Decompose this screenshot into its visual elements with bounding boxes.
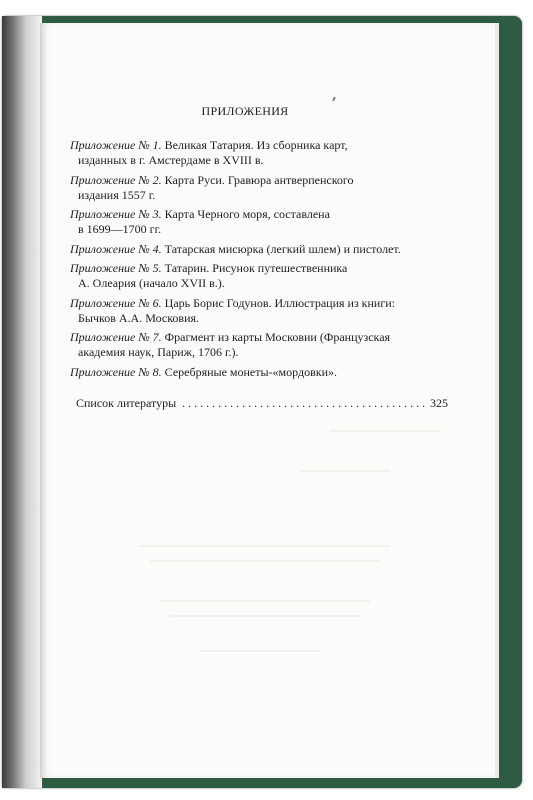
appendix-text: Великая Татария. Из сборника карт, — [164, 138, 348, 152]
appendix-text: Бычков А.А. Московия. — [78, 310, 200, 325]
scan-margin — [0, 0, 533, 16]
appendix-label: Приложение № 1. — [70, 138, 162, 152]
appendix-text: в 1699—1700 гг. — [78, 222, 162, 236]
appendix-text: Татарская мисюрка (легкий шлем) и пистолет. — [164, 241, 401, 256]
appendix-label: Приложение № 4. — [70, 241, 162, 256]
page-edge — [495, 23, 499, 778]
appendix-label: Приложение № 7. — [70, 330, 162, 344]
toc-entry-literature — [76, 396, 448, 411]
appendix-text: Царь Борис Годунов. Иллюстрация из книги: — [164, 295, 396, 310]
show-through — [160, 600, 370, 602]
appendix-label: Приложение № 5. — [70, 261, 162, 275]
appendix-text: Карта Руси. Гравюра антверпенского — [164, 172, 354, 187]
appendix-list — [70, 138, 450, 384]
spine-shadow — [2, 16, 42, 788]
show-through — [330, 430, 440, 432]
literature-label: Список литературы — [76, 396, 177, 410]
show-through — [300, 470, 390, 472]
appendix-label: Приложение № 2. — [70, 172, 162, 187]
appendix-item — [70, 365, 450, 380]
appendix-label: Приложение № 8. — [70, 364, 162, 379]
appendix-text: Серебряные монеты-«мордовки». — [164, 364, 338, 379]
appendix-label: Приложение № 6. — [70, 295, 162, 310]
appendix-text: А. Олеария (начало XVII в.). — [78, 276, 225, 290]
appendix-text: Карта Черного моря, составлена — [164, 207, 330, 221]
dot-leader — [182, 396, 428, 411]
show-through — [200, 650, 320, 652]
appendix-label: Приложение № 3. — [70, 207, 162, 221]
appendix-item — [70, 138, 450, 168]
show-through — [140, 545, 390, 547]
appendix-text: Татарин. Рисунок путешественника — [164, 261, 348, 275]
appendix-item — [70, 330, 450, 360]
appendix-item — [70, 261, 450, 291]
appendix-item — [70, 242, 450, 257]
appendix-text: академия наук, Париж, 1706 г.). — [78, 345, 239, 359]
appendix-text: изданных в г. Амстердаме в XVIII в. — [78, 153, 264, 167]
appendix-text: издания 1557 г. — [78, 187, 156, 202]
show-through — [170, 615, 360, 617]
appendix-item — [70, 207, 450, 237]
appendix-item — [70, 296, 450, 326]
appendix-item — [70, 173, 450, 203]
page-number: 325 — [430, 396, 448, 410]
appendix-text: Фрагмент из карты Московии (Французская — [164, 330, 391, 344]
page-title: ПРИЛОЖЕНИЯ — [201, 104, 289, 118]
show-through — [150, 560, 380, 562]
